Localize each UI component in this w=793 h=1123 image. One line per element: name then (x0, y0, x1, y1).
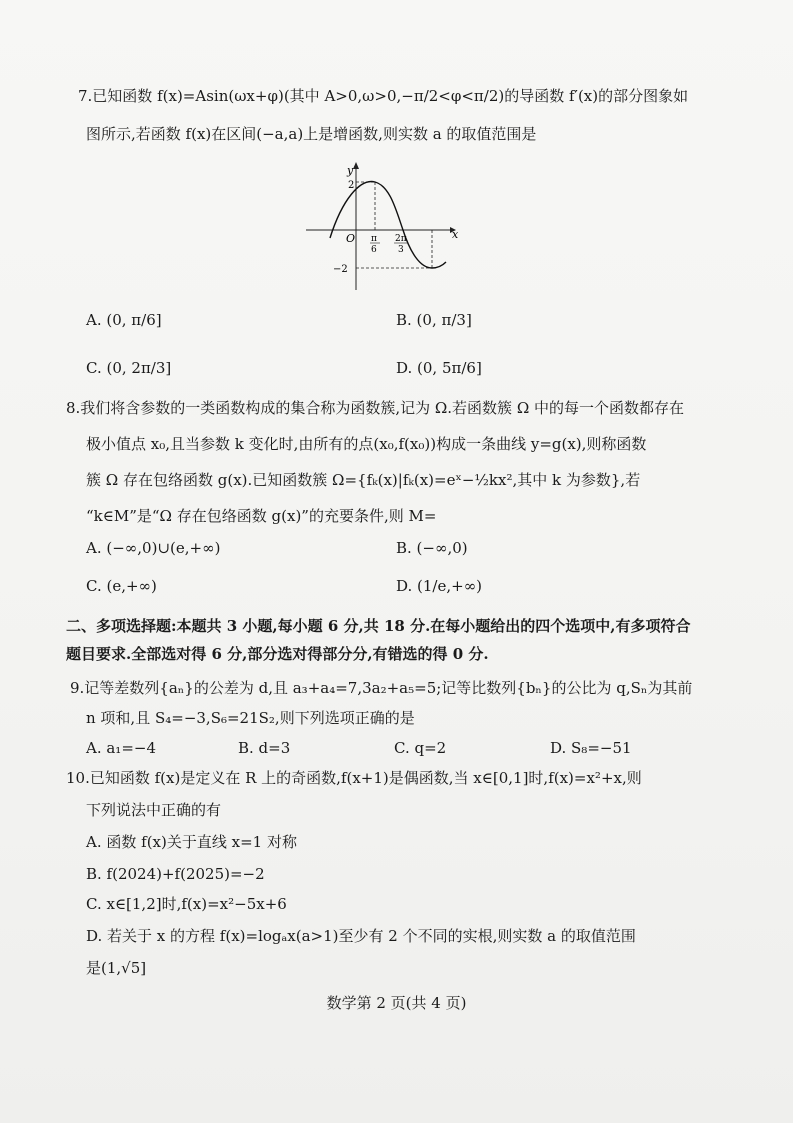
q9-option-d[interactable]: D. S₈=−51 (550, 739, 632, 757)
q8-option-a[interactable]: A. (−∞,0)∪(e,+∞) (86, 539, 221, 557)
q8-line2: 极小值点 x₀,且当参数 k 变化时,由所有的点(x₀,f(x₀))构成一条曲线 y=g(x),则称函数 (86, 435, 647, 453)
graph-y-label: y (347, 164, 354, 177)
q9-option-c[interactable]: C. q=2 (394, 739, 447, 757)
q10-line1: 10.已知函数 f(x)是定义在 R 上的奇函数,f(x+1)是偶函数,当 x∈[0,1]时,f(x)=x²+x,则 (66, 769, 642, 787)
q7-option-a[interactable]: A. (0, π/6] (86, 311, 162, 329)
q8-option-b[interactable]: B. (−∞,0) (396, 539, 468, 557)
q9-line2: n 项和,且 S₄=−3,S₆=21S₂,则下列选项正确的是 (86, 709, 415, 727)
q8-line4: “k∈M”是“Ω 存在包络函数 g(x)”的充要条件,则 M= (86, 507, 437, 525)
q10-option-b[interactable]: B. f(2024)+f(2025)=−2 (86, 865, 265, 883)
q7-option-d[interactable]: D. (0, 5π/6] (396, 359, 482, 377)
page-footer: 数学第 2 页(共 4 页) (326, 994, 467, 1012)
q8-line3: 簇 Ω 存在包络函数 g(x).已知函数簇 Ω={fₖ(x)|fₖ(x)=eˣ−½kx²,其中 k 为参数},若 (86, 471, 641, 489)
q10-option-c[interactable]: C. x∈[1,2]时,f(x)=x²−5x+6 (86, 895, 287, 913)
graph-y-tick-2: 2 (348, 180, 355, 191)
q9-line1: 9.记等差数列{aₙ}的公差为 d,且 a₃+a₄=7,3a₂+a₅=5;记等比数列{bₙ}的公比为 q,Sₙ为其前 (70, 679, 693, 697)
graph-x-tick-2pi3-den: 3 (398, 245, 404, 255)
q10-option-a[interactable]: A. 函数 f(x)关于直线 x=1 对称 (86, 833, 297, 851)
graph-origin-label: O (346, 232, 356, 245)
q7-stem-line1: 7.已知函数 f(x)=Asin(ωx+φ)(其中 A>0,ω>0,−π/2<φ<π/2)的导函数 f′(x)的部分图象如 (78, 87, 689, 105)
q7-option-c[interactable]: C. (0, 2π/3] (86, 359, 172, 377)
graph-y-tick-neg2: −2 (333, 264, 348, 275)
q8-option-c[interactable]: C. (e,+∞) (86, 577, 157, 595)
graph-x-label: x (452, 228, 459, 241)
q10-option-d-line1[interactable]: D. 若关于 x 的方程 f(x)=logₐx(a>1)至少有 2 个不同的实根,则实数 a 的取值范围 (86, 927, 636, 945)
q9-option-b[interactable]: B. d=3 (238, 739, 291, 757)
q7-derivative-graph (300, 160, 480, 300)
q10-line2: 下列说法中正确的有 (86, 801, 222, 819)
section2-heading-line2: 题目要求.全部选对得 6 分,部分选对得部分分,有错选的得 0 分. (66, 645, 489, 663)
graph-x-tick-pi6-num: π (371, 234, 377, 244)
q10-option-d-line2: 是(1,√5] (86, 959, 147, 977)
graph-x-tick-2pi3-num: 2π (395, 234, 407, 244)
graph-x-tick-pi6-den: 6 (371, 245, 377, 255)
q8-option-d[interactable]: D. (1/e,+∞) (396, 577, 483, 595)
q8-line1: 8.我们将含参数的一类函数构成的集合称为函数簇,记为 Ω.若函数簇 Ω 中的每一个函数都存在 (66, 399, 685, 417)
section2-heading-line1: 二、多项选择题:本题共 3 小题,每小题 6 分,共 18 分.在每小题给出的四个选项中,有多项符合 (66, 617, 691, 635)
q7-option-b[interactable]: B. (0, π/3] (396, 311, 472, 329)
q7-stem-line2: 图所示,若函数 f(x)在区间(−a,a)上是增函数,则实数 a 的取值范围是 (86, 125, 537, 143)
q9-option-a[interactable]: A. a₁=−4 (86, 739, 157, 757)
